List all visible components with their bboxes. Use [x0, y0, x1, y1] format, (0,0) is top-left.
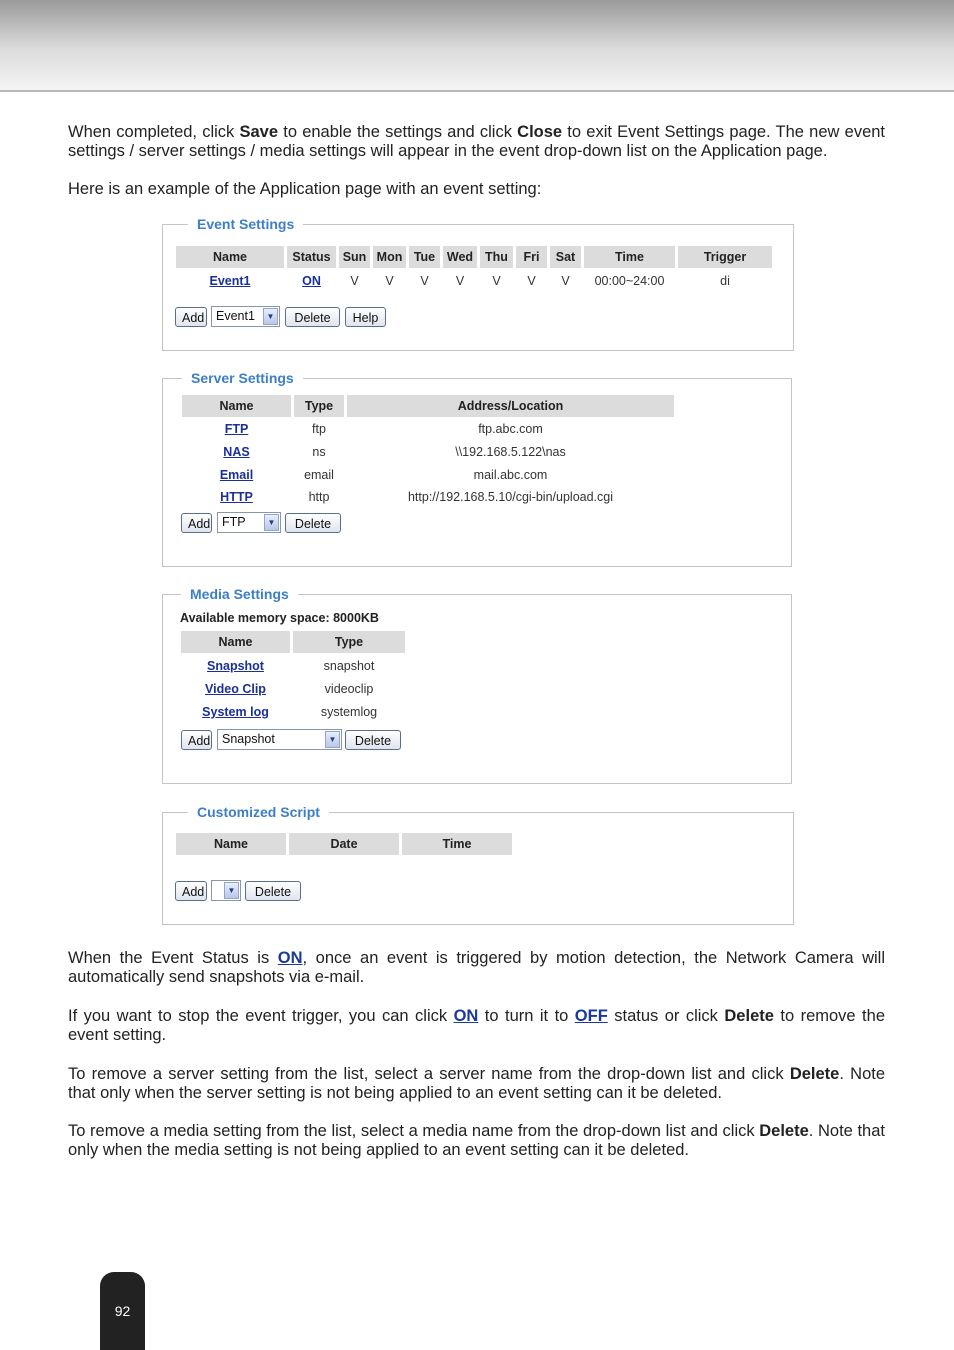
server-name-link[interactable]: NAS: [223, 445, 250, 459]
event-delete-button[interactable]: Delete: [285, 307, 340, 327]
media-name-link[interactable]: Video Clip: [205, 682, 266, 696]
media-add-button[interactable]: Add: [181, 730, 212, 750]
col-thu: Thu: [480, 246, 513, 268]
server-name-link[interactable]: Email: [219, 468, 254, 482]
col-time: Time: [402, 833, 512, 855]
intro-example-line: Here is an example of the Application page with an event setting:: [68, 180, 542, 198]
server-select[interactable]: [217, 512, 281, 533]
media-name-link[interactable]: Snapshot: [207, 659, 264, 673]
event-name-link[interactable]: Event1: [209, 274, 251, 288]
event-table-header: [176, 246, 772, 268]
col-sat: Sat: [550, 246, 581, 268]
event-help-button[interactable]: Help: [345, 307, 386, 327]
stop-trigger-paragraph: If you want to stop the event trigger, you can click ON to turn it to OFF status or click Delete to remove the event setting.: [68, 1007, 885, 1044]
day-value: V: [385, 274, 394, 288]
table-row: [182, 419, 674, 439]
on-link: ON: [453, 1007, 479, 1025]
script-delete-button[interactable]: Delete: [245, 881, 301, 901]
table-row: [181, 656, 405, 676]
media-type: videoclip: [324, 682, 374, 696]
day-value: V: [455, 274, 465, 288]
col-name: Name: [182, 395, 291, 417]
table-row: [176, 271, 772, 291]
server-type: ns: [312, 445, 326, 459]
media-table-header: [181, 631, 405, 653]
header-band: [0, 0, 954, 90]
table-row: [182, 442, 674, 462]
media-select-value: Snapshot: [222, 732, 275, 746]
server-address: \\192.168.5.122\nas: [455, 445, 566, 459]
col-tue: Tue: [409, 246, 440, 268]
server-type: http: [308, 490, 330, 504]
chevron-down-icon[interactable]: ▼: [264, 514, 279, 531]
script-table-header: [176, 833, 512, 855]
server-address: mail.abc.com: [473, 468, 548, 482]
event-settings-legend: Event Settings: [188, 216, 303, 232]
table-row: [182, 465, 674, 485]
col-wed: Wed: [443, 246, 477, 268]
media-settings-legend: Media Settings: [181, 586, 298, 602]
time-value: 00:00~24:00: [594, 274, 665, 288]
server-name-link[interactable]: HTTP: [220, 490, 253, 504]
on-link: ON: [277, 949, 303, 967]
day-value: V: [527, 274, 536, 288]
media-select[interactable]: [217, 729, 342, 750]
server-table-header: [182, 395, 674, 417]
col-status: Status: [287, 246, 336, 268]
col-type: Type: [293, 631, 405, 653]
server-name-link[interactable]: FTP: [224, 422, 249, 436]
media-name-link[interactable]: System log: [202, 705, 269, 719]
server-select-value: FTP: [222, 515, 246, 529]
media-type: snapshot: [323, 659, 375, 673]
table-row: [181, 679, 405, 699]
status-paragraph: When the Event Status is ON, once an event is triggered by motion detection, the Network Camera will automatically send snapshots via e-mail.: [68, 949, 885, 986]
customized-script-legend: Customized Script: [188, 804, 329, 820]
table-row: [182, 487, 674, 507]
day-value: V: [350, 274, 359, 288]
col-type: Type: [294, 395, 344, 417]
col-name: Name: [176, 246, 284, 268]
event-select-value: Event1: [216, 309, 255, 323]
server-delete-button[interactable]: Delete: [285, 513, 341, 533]
header-divider: [0, 90, 954, 92]
intro-paragraph: When completed, click Save to enable the settings and click Close to exit Event Settings page. The new event settings / server settings / media settings will appear in the event drop-down list on the Application page.: [68, 123, 886, 160]
event-settings-panel: [162, 216, 794, 351]
day-value: V: [420, 274, 429, 288]
page-number: 92: [100, 1272, 145, 1350]
chevron-down-icon[interactable]: ▼: [325, 731, 340, 748]
server-type: email: [304, 468, 334, 482]
col-mon: Mon: [373, 246, 406, 268]
col-time: Time: [584, 246, 675, 268]
event-status-link[interactable]: ON: [302, 274, 321, 288]
col-trigger: Trigger: [678, 246, 772, 268]
media-delete-button[interactable]: Delete: [345, 730, 401, 750]
memory-space-label: Available memory space: 8000KB: [180, 611, 379, 625]
chevron-down-icon[interactable]: ▼: [224, 882, 239, 899]
col-address: Address/Location: [347, 395, 674, 417]
server-add-button[interactable]: Add: [181, 513, 212, 533]
table-row: [181, 702, 405, 722]
col-fri: Fri: [516, 246, 547, 268]
customized-script-panel: [162, 804, 794, 925]
server-settings-panel: [162, 370, 792, 567]
day-value: V: [492, 274, 501, 288]
script-select[interactable]: [211, 880, 241, 901]
remove-server-paragraph: To remove a server setting from the list, select a server name from the drop-down list and click Delete. Note that only when the server setting is not being applied to an event setting can it be deleted.: [68, 1065, 886, 1102]
server-address: ftp.abc.com: [478, 422, 543, 436]
col-name: Name: [181, 631, 290, 653]
server-type: ftp: [312, 422, 326, 436]
script-add-button[interactable]: Add: [175, 881, 207, 901]
event-select[interactable]: [211, 306, 280, 327]
chevron-down-icon[interactable]: ▼: [263, 308, 278, 325]
col-name: Name: [176, 833, 286, 855]
event-add-button[interactable]: Add: [175, 307, 207, 327]
server-address: http://192.168.5.10/cgi-bin/upload.cgi: [407, 490, 613, 504]
off-link: OFF: [574, 1007, 608, 1025]
day-value: V: [561, 274, 570, 288]
media-type: systemlog: [320, 705, 378, 719]
trigger-value: di: [720, 274, 730, 288]
col-sun: Sun: [339, 246, 370, 268]
server-settings-legend: Server Settings: [182, 370, 303, 386]
media-settings-panel: [162, 586, 792, 784]
col-date: Date: [289, 833, 399, 855]
remove-media-paragraph: To remove a media setting from the list, select a media name from the drop-down list and click Delete. Note that only when the media setting is not being applied to an event setting can it be deleted.: [68, 1122, 885, 1159]
